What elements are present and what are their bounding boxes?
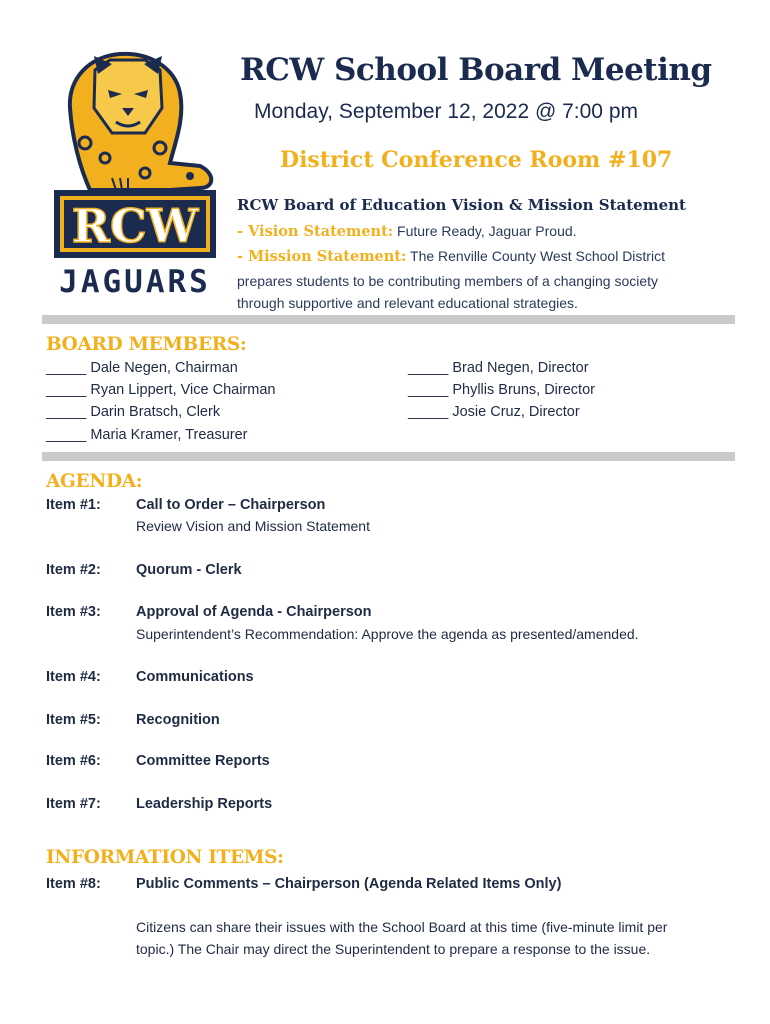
rcw-jaguars-logo [50, 48, 220, 298]
agenda-item-number: Item #5: [46, 712, 101, 728]
board-member: _____ Phyllis Bruns, Director [408, 382, 595, 398]
mission-text-line-2: prepares students to be contributing members of a changing society [237, 273, 659, 289]
agenda-item-number: Item #3: [46, 604, 101, 620]
vision-statement [237, 223, 577, 240]
section-divider [42, 452, 735, 461]
agenda-item-title: Approval of Agenda - Chairperson [136, 604, 372, 620]
mission-text-line-1: The Renville County West School District [410, 248, 665, 264]
logo-mascot-name: JAGUARS [59, 264, 211, 298]
vision-label: - Vision Statement: [237, 223, 394, 240]
agenda-item-title: Committee Reports [136, 753, 270, 769]
board-member: _____ Maria Kramer, Treasurer [46, 427, 248, 443]
agenda-item-detail: Review Vision and Mission Statement [136, 518, 370, 534]
agenda-item-title: Communications [136, 669, 254, 685]
jaguar-mascot-icon [50, 48, 220, 298]
board-member: _____ Dale Negen, Chairman [46, 360, 238, 376]
agenda-item-title: Quorum - Clerk [136, 562, 242, 578]
agenda-item-number: Item #2: [46, 562, 101, 578]
vision-text: Future Ready, Jaguar Proud. [397, 223, 577, 239]
mission-text-line-3: through supportive and relevant educational strategies. [237, 295, 578, 311]
info-item-detail-line-1: Citizens can share their issues with the School Board at this time (five-minute limit per [136, 919, 668, 935]
meeting-date: Monday, September 12, 2022 @ 7:00 pm [254, 100, 638, 123]
page-title: RCW School Board Meeting [240, 52, 712, 88]
info-item-number: Item #8: [46, 876, 101, 892]
agenda-heading: AGENDA: [46, 471, 143, 492]
section-divider [42, 315, 735, 324]
board-member: _____ Darin Bratsch, Clerk [46, 404, 221, 420]
vision-mission-heading: RCW Board of Education Vision & Mission Statement [237, 196, 686, 214]
board-member: _____ Josie Cruz, Director [408, 404, 580, 420]
agenda-item-title: Call to Order – Chairperson [136, 497, 326, 513]
mission-statement [237, 248, 665, 265]
board-members-heading: BOARD MEMBERS: [46, 334, 247, 355]
mission-label: - Mission Statement: [237, 248, 407, 265]
logo-initials: RCW [71, 199, 199, 253]
board-member: _____ Ryan Lippert, Vice Chairman [46, 382, 276, 398]
agenda-item-title: Leadership Reports [136, 796, 273, 812]
agenda-item-number: Item #7: [46, 796, 101, 812]
info-item-title: Public Comments – Chairperson (Agenda Related Items Only) [136, 876, 562, 892]
agenda-item-number: Item #1: [46, 497, 101, 513]
agenda-item-title: Recognition [136, 712, 220, 728]
info-item-detail-line-2: topic.) The Chair may direct the Superintendent to prepare a response to the issue. [136, 941, 651, 957]
board-member: _____ Brad Negen, Director [408, 360, 589, 376]
agenda-item-number: Item #4: [46, 669, 101, 685]
agenda-item-detail: Superintendent’s Recommendation: Approve the agenda as presented/amended. [136, 626, 639, 642]
meeting-location: District Conference Room #107 [280, 147, 673, 173]
agenda-item-number: Item #6: [46, 753, 101, 769]
information-items-heading: INFORMATION ITEMS: [46, 847, 284, 868]
